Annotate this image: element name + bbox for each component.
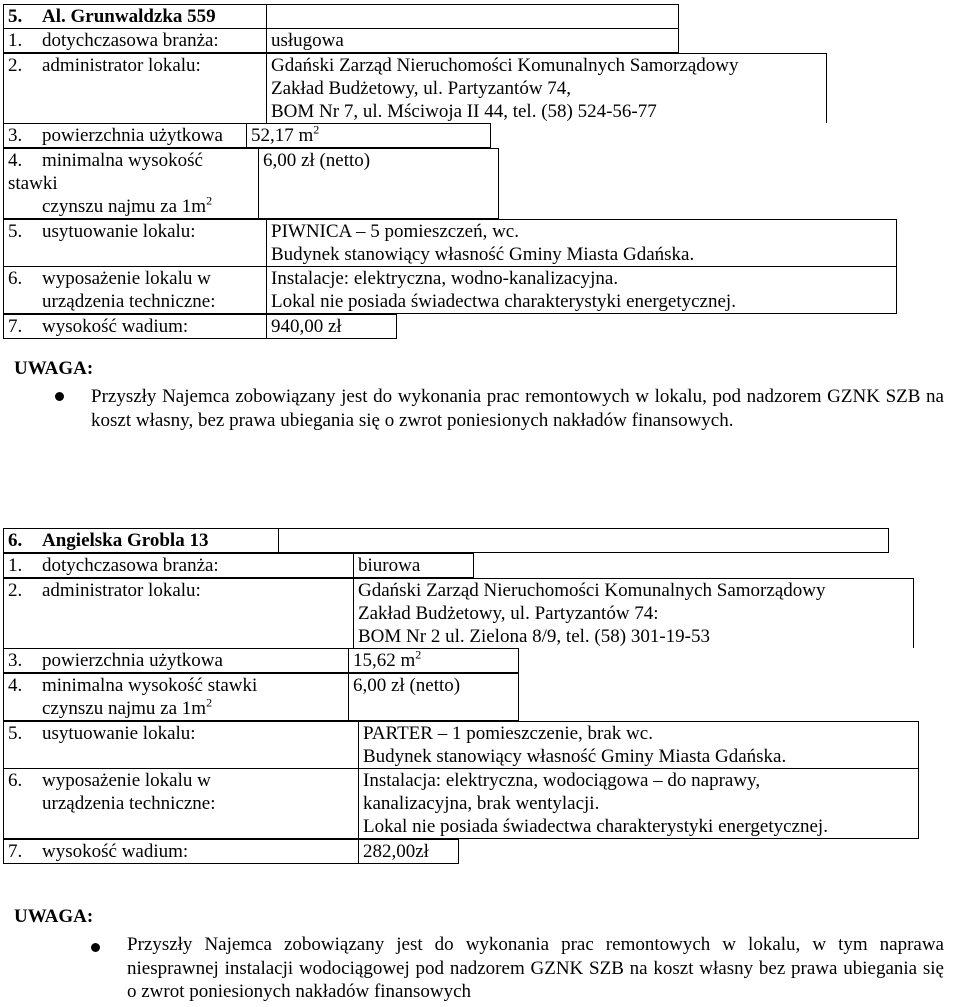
row-number: 5. (8, 221, 23, 242)
row-label: dotychczasowa branża: (42, 555, 219, 576)
table-row (4, 649, 519, 673)
listing-table-cont (3, 314, 397, 339)
listing-table-cont (3, 648, 519, 673)
superscript: 2 (206, 695, 213, 710)
listing-angielska-grobla (0, 528, 960, 1002)
row-number: 6. (8, 770, 23, 791)
listing-table-cont (3, 721, 919, 839)
row-label: administrator lokalu: (42, 55, 201, 76)
superscript: 2 (206, 193, 213, 208)
row-label: minimalna wysokość stawki (42, 675, 258, 696)
row-label: administrator lokalu: (42, 580, 201, 601)
row-number: 1. (8, 555, 23, 576)
row-value: Lokal nie posiada świadectwa charakterystyki energetycznej. (271, 291, 736, 312)
row-value: Lokal nie posiada świadectwa charakterystyki energetycznej. (363, 816, 828, 837)
row-number: 2. (8, 55, 23, 76)
row-number: 3. (8, 125, 23, 146)
table-row (4, 554, 474, 578)
row-label: wysokość wadium: (42, 841, 189, 862)
row-label: powierzchnia użytkowa (42, 650, 223, 671)
row-number: 5. (8, 723, 23, 744)
row-number: 1. (8, 30, 23, 51)
row-label: wysokość wadium: (42, 316, 189, 337)
heading-title: Angielska Grobla 13 (42, 530, 209, 551)
row-value: Instalacja: elektryczna, wodociągowa – do naprawy, (363, 770, 761, 791)
table-row (4, 579, 914, 649)
listing-table-cont (3, 148, 499, 219)
superscript: 2 (313, 122, 320, 137)
superscript: 2 (415, 647, 422, 662)
table-row (4, 54, 827, 124)
listing-table-cont (3, 673, 519, 721)
uwaga-heading: UWAGA: (14, 358, 94, 379)
heading-number: 6. (8, 530, 23, 551)
row-label: urządzenia techniczne: (42, 291, 216, 312)
row-label: czynszu najmu za 1m (42, 698, 207, 719)
row-value: PARTER – 1 pomieszczenie, brak wc. (363, 723, 653, 744)
row-number: 6. (8, 268, 23, 289)
row-value: 282,00zł (363, 841, 429, 862)
row-value: 940,00 zł (271, 316, 342, 337)
table-row (4, 315, 397, 339)
table-row (4, 674, 519, 721)
row-value: Zakład Budżetowy, ul. Partyzantów 74: (358, 603, 659, 624)
row-value: 6,00 zł (netto) (353, 675, 461, 696)
listing-table (3, 528, 889, 553)
heading-number: 5. (8, 6, 23, 27)
listing-table-cont (3, 53, 827, 123)
row-label: dotychczasowa branża: (42, 30, 219, 51)
table-row (4, 722, 919, 769)
table-row (4, 769, 919, 839)
table-row (4, 29, 679, 53)
listing-table-cont (3, 219, 897, 314)
heading-title: Al. Grunwaldzka 559 (42, 6, 216, 27)
note-paragraph: Przyszły Najemca zobowiązany jest do wykonania prac remontowych w lokalu, w tym naprawa niesprawnej instalacji wodociągowej pod nadzorem GZNK SZB na koszt własny bez prawa ubiegania się o zwrot poniesionych nakładów finansowych (127, 934, 944, 1002)
row-value: biurowa (358, 555, 421, 576)
row-label: powierzchnia użytkowa (42, 125, 223, 146)
row-value: Gdański Zarząd Nieruchomości Komunalnych Samorządowy (271, 55, 739, 76)
listing-table-cont (3, 578, 914, 648)
row-value: Budynek stanowiący własność Gminy Miasta Gdańska. (363, 746, 787, 767)
row-label: usytuowanie lokalu: (42, 221, 196, 242)
row-value: 6,00 zł (netto) (263, 150, 371, 171)
row-value: kanalizacyjna, brak wentylacji. (363, 793, 600, 814)
table-row (4, 220, 897, 267)
row-value: Instalacje: elektryczna, wodno-kanalizacyjna. (271, 268, 619, 289)
row-value: BOM Nr 2 ul. Zielona 8/9, tel. (58) 301-19-53 (358, 626, 710, 647)
listing-table (3, 4, 679, 53)
row-value: PIWNICA – 5 pomieszczeń, wc. (271, 221, 519, 242)
note-paragraph: Przyszły Najemca zobowiązany jest do wykonania prac remontowych w lokalu, pod nadzorem GZNK SZB na koszt własny, bez prawa ubiegania się o zwrot poniesionych nakładów finansowych. (91, 386, 944, 431)
table-row (4, 124, 491, 148)
bullet-icon (91, 943, 100, 952)
table-row (4, 267, 897, 314)
row-label: wyposażenie lokalu w (42, 770, 211, 791)
heading-row (4, 5, 679, 29)
uwaga-heading: UWAGA: (14, 906, 94, 927)
row-number: 2. (8, 580, 23, 601)
row-number: 4. (8, 150, 23, 171)
listing-table-cont (3, 123, 491, 148)
table-row (4, 149, 499, 219)
row-label: wyposażenie lokalu w (42, 268, 211, 289)
row-label: usytuowanie lokalu: (42, 723, 196, 744)
listing-table-cont (3, 553, 474, 578)
row-number: 7. (8, 316, 23, 337)
row-label: urządzenia techniczne: (42, 793, 216, 814)
row-label: minimalna wysokość stawki (8, 150, 203, 194)
row-label: czynszu najmu za 1m (42, 196, 207, 217)
row-value: 15,62 m (353, 650, 416, 671)
row-number: 3. (8, 650, 23, 671)
table-row (4, 840, 459, 864)
row-number: 7. (8, 841, 23, 862)
row-value: Gdański Zarząd Nieruchomości Komunalnych Samorządowy (358, 580, 826, 601)
row-value: Zakład Budżetowy, ul. Partyzantów 74, (271, 78, 572, 99)
listing-table-cont (3, 839, 459, 864)
bullet-icon (55, 392, 64, 401)
row-value: 52,17 m (251, 125, 314, 146)
row-value: usługowa (271, 30, 344, 51)
listing-grunwaldzka (0, 0, 960, 431)
row-number: 4. (8, 675, 23, 696)
row-value: Budynek stanowiący własność Gminy Miasta Gdańska. (271, 244, 695, 265)
row-value: BOM Nr 7, ul. Mściwoja II 44, tel. (58) 524-56-77 (271, 101, 657, 122)
heading-row (4, 529, 889, 553)
